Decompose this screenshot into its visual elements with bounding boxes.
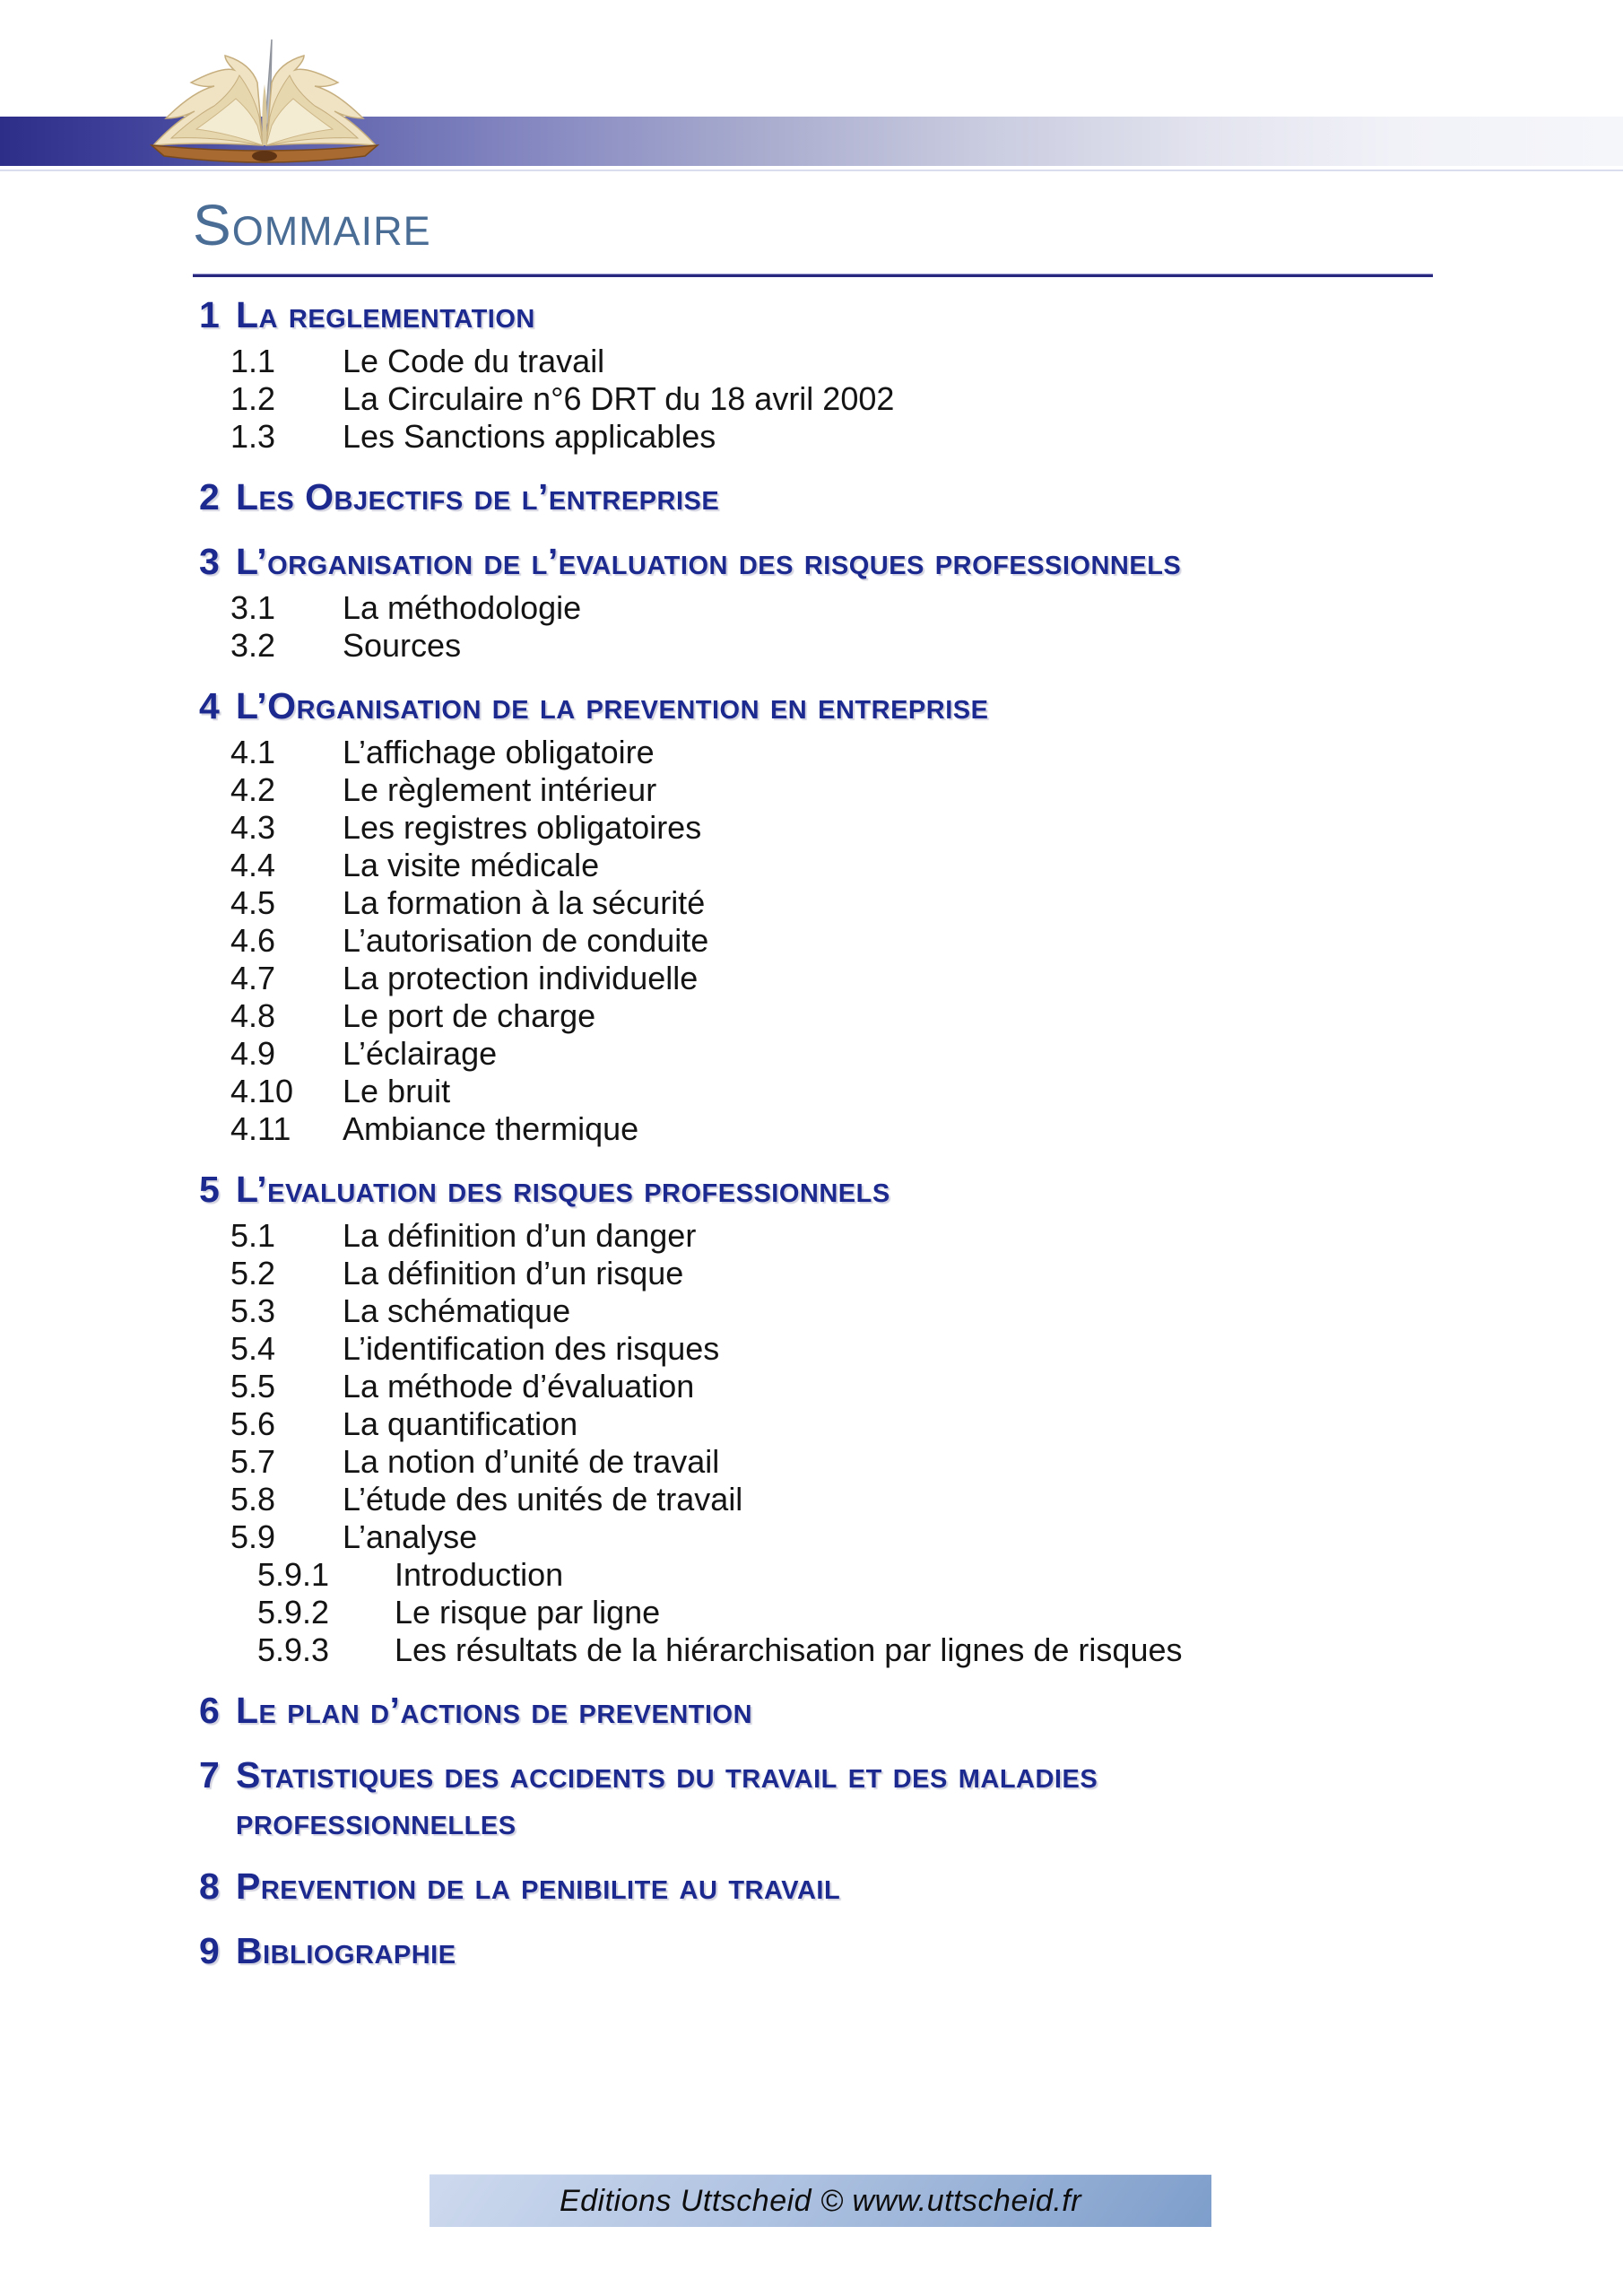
title-rule	[193, 274, 1433, 277]
toc-section-heading	[193, 474, 1433, 520]
subsection-label: Sources	[343, 627, 462, 664]
toc-subsection-row	[193, 922, 1433, 960]
subsection-number: 4.2	[230, 771, 276, 808]
subsection-label: Les Sanctions applicables	[343, 418, 716, 455]
page-title: Sommaire	[193, 193, 431, 257]
toc-subsection-row	[193, 847, 1433, 884]
toc-subsection-row	[193, 771, 1433, 809]
subsection-label: Le port de charge	[343, 997, 596, 1034]
section-label: Statistiques des accidents du travail et des maladies	[236, 1754, 1098, 1796]
subsection-number: 5.5	[230, 1368, 276, 1405]
subsection-label: La formation à la sécurité	[343, 884, 706, 921]
subsection-label: La définition d’un risque	[343, 1255, 684, 1292]
toc-section-heading	[193, 683, 1433, 729]
toc-subsection-row	[193, 1035, 1433, 1073]
subsection-label: L’éclairage	[343, 1035, 498, 1072]
subsection-label: La définition d’un danger	[343, 1217, 697, 1254]
section-number: 5	[199, 1169, 220, 1210]
subsection-label: La méthode d’évaluation	[343, 1368, 695, 1405]
subsection-label: Le règlement intérieur	[343, 771, 657, 808]
toc-subsection-list	[193, 734, 1433, 1148]
toc-subsection-row	[193, 1330, 1433, 1368]
toc-subsection-row	[193, 418, 1433, 456]
toc-subsection-row	[193, 343, 1433, 380]
subsection-number: 4.11	[230, 1110, 291, 1147]
subsection-label: L’identification des risques	[343, 1330, 720, 1367]
toc-subsection-row	[193, 809, 1433, 847]
subsection-number: 3.2	[230, 627, 276, 664]
toc-subsection-row	[193, 1217, 1433, 1255]
toc-section-heading	[193, 1863, 1433, 1909]
subsection-number: 4.5	[230, 884, 276, 921]
subsection-number: 4.9	[230, 1035, 276, 1072]
subsection-number: 5.6	[230, 1405, 276, 1442]
toc-subsection-row	[193, 589, 1433, 627]
subsection-number: 5.3	[230, 1292, 276, 1329]
section-label: L’Organisation de la prevention en entreprise	[236, 685, 989, 726]
subsection-number: 5.9.2	[257, 1594, 330, 1631]
subsection-label: Les registres obligatoires	[343, 809, 702, 846]
subsection-label: La protection individuelle	[343, 960, 699, 996]
toc-subsection-row	[193, 1368, 1433, 1405]
subsection-label: Le risque par ligne	[395, 1594, 661, 1631]
section-number: 2	[199, 476, 220, 517]
subsection-label: La Circulaire n°6 DRT du 18 avril 2002	[343, 380, 895, 417]
subsection-number: 5.2	[230, 1255, 276, 1292]
toc-subsection-row	[193, 884, 1433, 922]
toc-subsection-row	[193, 1110, 1433, 1148]
toc-subsection-row	[193, 1481, 1433, 1518]
toc-section-heading	[193, 1752, 1433, 1798]
subsection-number: 4.3	[230, 809, 276, 846]
section-label: Bibliographie	[236, 1930, 456, 1971]
section-number: 6	[199, 1690, 220, 1731]
toc-subsection-list	[193, 589, 1433, 665]
open-book-icon	[139, 36, 390, 170]
subsection-label: L’autorisation de conduite	[343, 922, 709, 959]
toc-subsection-row	[193, 734, 1433, 771]
subsection-number: 4.6	[230, 922, 276, 959]
toc-section-heading	[193, 1687, 1433, 1734]
footer-publisher-text: Editions Uttscheid © www.uttscheid.fr	[559, 2183, 1082, 2218]
footer-band	[430, 2174, 1211, 2227]
section-label: Le plan d’actions de prevention	[236, 1690, 753, 1731]
section-label: L’evaluation des risques professionnels	[236, 1169, 890, 1210]
subsection-label: La quantification	[343, 1405, 578, 1442]
subsection-number: 1.2	[230, 380, 276, 417]
subsection-number: 4.1	[230, 734, 276, 770]
section-number: 8	[199, 1866, 220, 1907]
subsection-number: 5.9	[230, 1518, 276, 1555]
subsection-label: La schématique	[343, 1292, 571, 1329]
subsection-number: 5.4	[230, 1330, 276, 1367]
subsection-label: Introduction	[395, 1556, 564, 1593]
subsection-label: L’affichage obligatoire	[343, 734, 655, 770]
toc-subsection-row	[193, 1594, 1433, 1631]
toc-subsection-row	[193, 1631, 1433, 1669]
section-label: Les Objectifs de l’entreprise	[236, 476, 720, 517]
toc-subsection-row	[193, 627, 1433, 665]
section-label: La reglementation	[236, 294, 535, 335]
toc-subsection-row	[193, 1292, 1433, 1330]
subsection-number: 4.4	[230, 847, 276, 883]
toc-subsection-row	[193, 1443, 1433, 1481]
section-number: 9	[199, 1930, 220, 1971]
toc-subsection-row	[193, 1405, 1433, 1443]
toc-section-heading	[193, 1166, 1433, 1213]
subsection-number: 5.9.3	[257, 1631, 330, 1668]
toc-subsection-row	[193, 380, 1433, 418]
toc-subsection-row	[193, 960, 1433, 997]
section-number: 7	[199, 1754, 220, 1796]
toc-subsection-row	[193, 1073, 1433, 1110]
subsection-number: 1.1	[230, 343, 276, 379]
section-number: 4	[199, 685, 220, 726]
subsection-number: 5.7	[230, 1443, 276, 1480]
toc-section-heading	[193, 291, 1433, 338]
subsection-number: 5.9.1	[257, 1556, 330, 1593]
section-label-continuation: professionnelles	[236, 1801, 516, 1842]
subsection-number: 4.7	[230, 960, 276, 996]
subsection-number: 1.3	[230, 418, 276, 455]
section-number: 3	[199, 541, 220, 582]
subsection-label: La notion d’unité de travail	[343, 1443, 720, 1480]
toc-section-heading	[193, 1927, 1433, 1974]
toc-subsection-row	[193, 1556, 1433, 1594]
subsection-number: 5.1	[230, 1217, 276, 1254]
subsection-label: Les résultats de la hiérarchisation par lignes de risques	[395, 1631, 1183, 1668]
subsection-number: 5.8	[230, 1481, 276, 1518]
toc-subsection-row	[193, 997, 1433, 1035]
toc-subsection-row	[193, 1255, 1433, 1292]
subsection-label: Ambiance thermique	[343, 1110, 639, 1147]
subsection-label: La visite médicale	[343, 847, 600, 883]
subsection-label: Le Code du travail	[343, 343, 605, 379]
toc-subsection-list	[193, 1217, 1433, 1669]
subsection-label: La méthodologie	[343, 589, 582, 626]
subsection-number: 3.1	[230, 589, 276, 626]
table-of-contents	[193, 291, 1433, 1974]
section-label: Prevention de la penibilite au travail	[236, 1866, 841, 1907]
subsection-label: L’analyse	[343, 1518, 478, 1555]
section-label: L’organisation de l’evaluation des risques professionnels	[236, 541, 1182, 582]
toc-content	[193, 193, 1433, 1974]
toc-section-heading	[193, 538, 1433, 585]
subsection-label: Le bruit	[343, 1073, 451, 1109]
subsection-label: L’étude des unités de travail	[343, 1481, 743, 1518]
subsection-number: 4.8	[230, 997, 276, 1034]
toc-subsection-list	[193, 343, 1433, 456]
section-number: 1	[199, 294, 220, 335]
subsection-number: 4.10	[230, 1073, 294, 1109]
toc-subsection-row	[193, 1518, 1433, 1556]
